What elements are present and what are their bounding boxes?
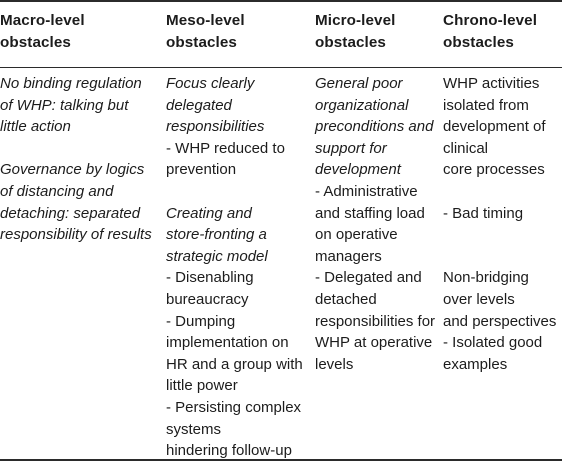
header-line: obstacles: [443, 34, 514, 51]
cell-text-line: support for: [315, 139, 387, 157]
cell-text-line: Governance by logics: [0, 161, 145, 179]
cell-text-line: implementation on: [166, 334, 289, 352]
cell-text-line: and perspectives: [443, 312, 557, 330]
cell-text-line: development of: [443, 118, 546, 136]
cell-text-line: - Persisting complex: [166, 398, 302, 416]
cell-text-line: of distancing and: [0, 182, 114, 200]
column-header-meso-level: [166, 10, 245, 54]
cell-text-line: Creating and: [166, 204, 252, 222]
column-body: [166, 73, 303, 462]
cell-text-line: organizational: [315, 96, 409, 114]
header-line: Micro-level: [315, 12, 396, 29]
cell-text-line: detached: [315, 290, 377, 308]
cell-text-line: levels: [315, 355, 354, 373]
cell-text-line: - Isolated good: [443, 334, 543, 352]
line-spacer: [0, 138, 152, 160]
cell-text-line: WHP activities: [443, 75, 540, 92]
cell-text-line: Focus clearly: [166, 75, 255, 92]
cell-text-line: HR and a group with: [166, 355, 303, 373]
cell-text-line: Non-bridging: [443, 269, 529, 287]
cell-text-line: - Bad timing: [443, 204, 524, 222]
cell-text-line: managers: [315, 247, 382, 265]
cell-text-line: - Delegated and: [315, 269, 422, 287]
cell-text-line: strategic model: [166, 247, 268, 265]
column-body: [315, 73, 435, 375]
header-line: Chrono-level: [443, 12, 538, 29]
cell-text-line: of WHP: talking but: [0, 96, 129, 114]
cell-text-line: store-fronting a: [166, 226, 267, 244]
cell-text-line: delegated: [166, 96, 232, 114]
header-line: Macro-level: [0, 12, 85, 29]
cell-text-line: - Disenabling: [166, 269, 254, 287]
cell-text-line: WHP at operative: [315, 334, 433, 352]
cell-text-line: systems: [166, 420, 222, 438]
cell-text-line: core processes: [443, 161, 545, 179]
cell-text-line: preconditions and: [315, 118, 434, 136]
column-body: [443, 73, 556, 375]
cell-text-line: responsibilities: [166, 118, 265, 136]
cell-text-line: responsibility of results: [0, 226, 152, 244]
line-spacer: [443, 224, 556, 246]
cell-text-line: little action: [0, 118, 71, 136]
header-line: obstacles: [166, 34, 237, 51]
cell-text-line: hindering follow-up: [166, 442, 292, 460]
cell-text-line: No binding regulation: [0, 75, 142, 92]
cell-text-line: and staffing load: [315, 204, 425, 222]
cell-text-line: examples: [443, 355, 508, 373]
cell-text-line: - Administrative: [315, 182, 418, 200]
column-header-chrono-level: [443, 10, 537, 54]
cell-text-line: General poor: [315, 75, 403, 92]
cell-text-line: clinical: [443, 139, 489, 157]
cell-text-line: development: [315, 161, 401, 179]
column-header-micro-level: [315, 10, 395, 54]
column-body: [0, 73, 152, 246]
cell-text-line: detaching: separated: [0, 204, 141, 222]
cell-text-line: - WHP reduced to: [166, 139, 285, 157]
cell-text-line: - Dumping: [166, 312, 236, 330]
cell-text-line: little power: [166, 377, 238, 395]
header-line: obstacles: [0, 34, 71, 51]
table-top-rule: [0, 0, 562, 2]
header-line: obstacles: [315, 34, 386, 51]
cell-text-line: isolated from: [443, 96, 529, 114]
line-spacer: [166, 181, 303, 203]
cell-text-line: on operative: [315, 226, 398, 244]
line-spacer: [443, 246, 556, 268]
column-header-macro-level: [0, 10, 85, 54]
line-spacer: [443, 181, 556, 203]
table-header-rule: [0, 67, 562, 68]
header-line: Meso-level: [166, 12, 245, 29]
cell-text-line: prevention: [166, 161, 237, 179]
cell-text-line: over levels: [443, 290, 515, 308]
cell-text-line: responsibilities for: [315, 312, 436, 330]
cell-text-line: bureaucracy: [166, 290, 249, 308]
